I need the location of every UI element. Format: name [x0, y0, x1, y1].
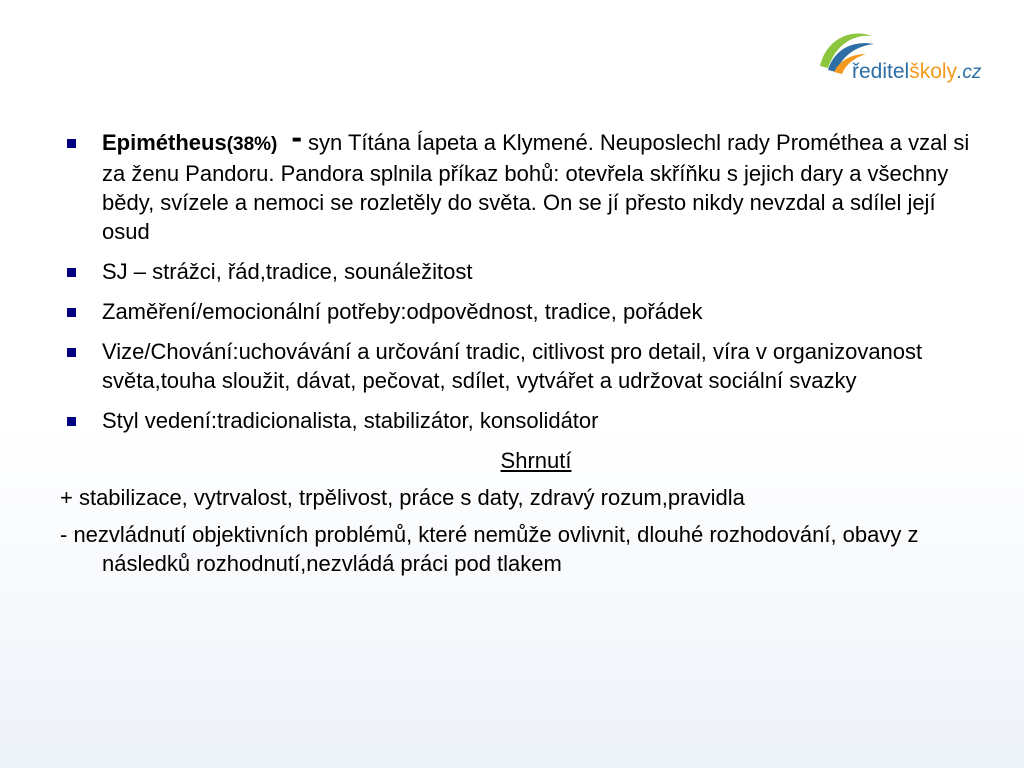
bullet-text: SJ – strážci, řád,tradice, sounáležitost: [102, 259, 473, 284]
square-bullet-icon: [67, 308, 76, 317]
bullet-item-sj: [60, 257, 970, 286]
square-bullet-icon: [67, 268, 76, 277]
summary-plus: + stabilizace, vytrvalost, trpělivost, práce s daty, zdravý rozum,pravidla: [60, 485, 745, 510]
bullet-text: Styl vedení:tradicionalista, stabilizátor, konsolidátor: [102, 408, 599, 433]
square-bullet-icon: [67, 417, 76, 426]
bullet-text: Vize/Chování:uchovávání a určování tradic, citlivost pro detail, víra v organizovanost světa,touha sloužit, dávat, pečovat, sdílet, vytvářet a udržovat sociální svazky: [102, 339, 923, 393]
bullet-item-focus: [60, 297, 970, 326]
bullet-text: syn Títána Íapeta a Klymené. Neuposlechl rady Prométhea a vzal si za ženu Pandoru. Pandora splnila příkaz bohů: otevřela skříňku s jejich dary a všechny bědy, svízele a nemoci se rozletěly do světa. On se jí přesto nikdy nevzdal a sdílel její osud: [102, 130, 970, 244]
bullet-item-epimetheus: [60, 119, 970, 246]
bullet-item-leadership: [60, 406, 970, 435]
logo-text-cz: .cz: [957, 62, 982, 83]
bullet-dash: -: [291, 119, 303, 155]
logo-text-reditel: ředitel: [852, 60, 910, 83]
logo-text-skoly: školy: [909, 60, 958, 83]
bullet-percent: (38%): [226, 134, 278, 155]
square-bullet-icon: [67, 139, 76, 148]
bullet-text: Zaměření/emocionální potřeby:odpovědnost, tradice, pořádek: [102, 299, 703, 324]
bullet-list: [60, 119, 970, 435]
logo-text: [852, 60, 981, 85]
slide-content: [60, 119, 970, 586]
bullet-title: Epimétheus: [102, 130, 227, 155]
bullet-item-vision: [60, 337, 970, 395]
reditelskoly-logo: [816, 26, 996, 86]
square-bullet-icon: [67, 348, 76, 357]
summary-title: Shrnutí: [500, 448, 572, 473]
summary-minus: - nezvládnutí objektivních problémů, které nemůže ovlivnit, dlouhé rozhodování, obavy z následků rozhodnutí,nezvládá práci pod tlakem: [60, 522, 919, 576]
